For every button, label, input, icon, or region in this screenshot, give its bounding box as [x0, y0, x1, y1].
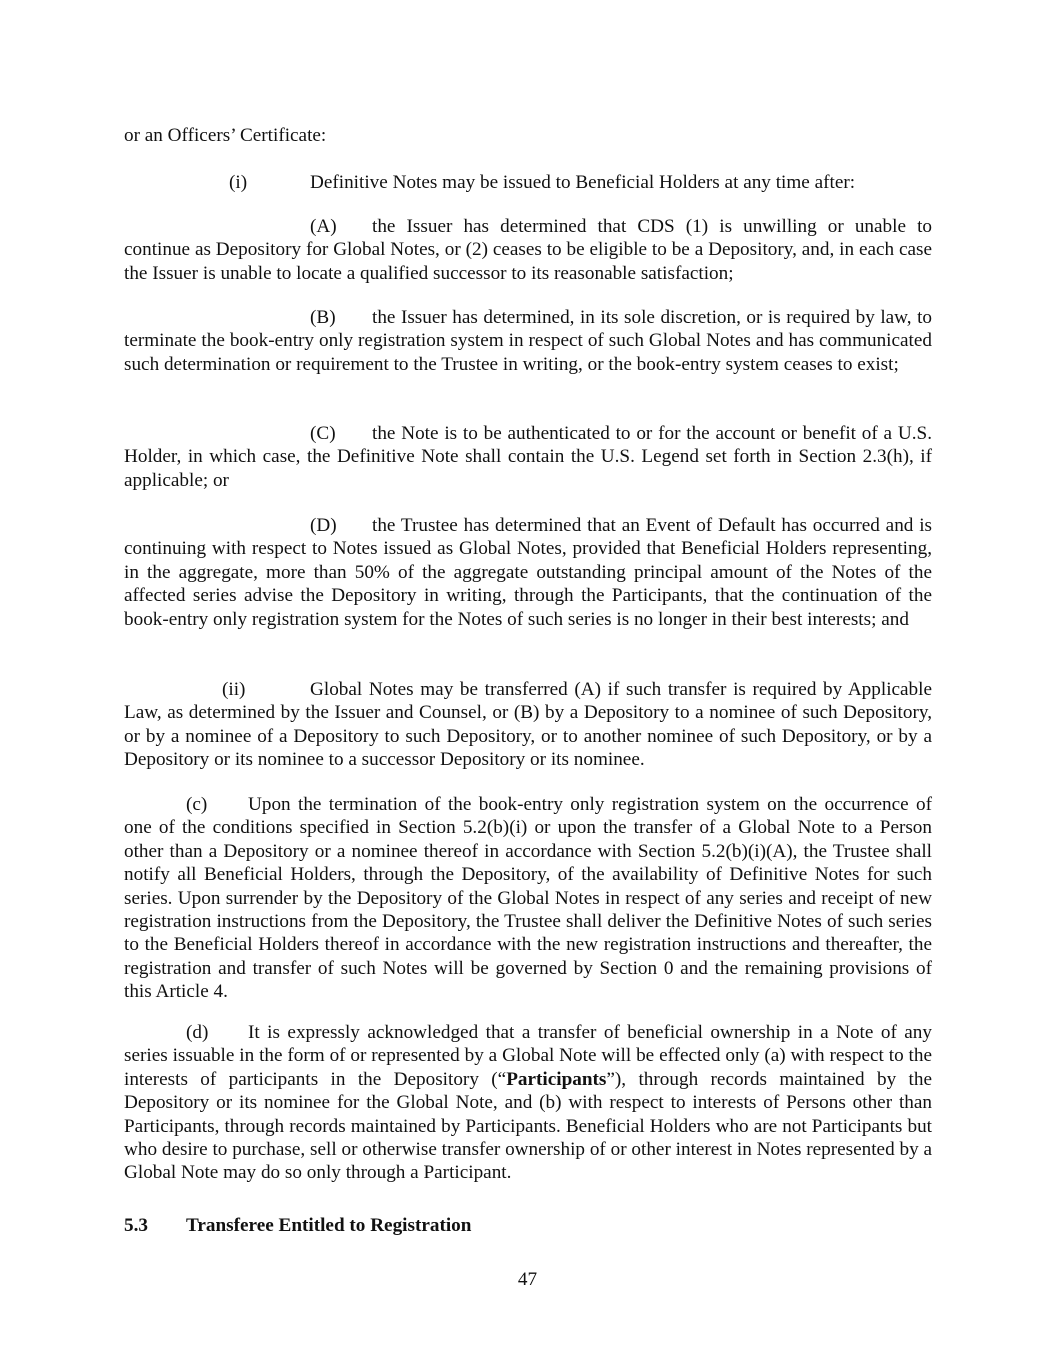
- clause-B: [124, 306, 932, 376]
- clause-text: the Issuer has determined that CDS (1) is unwilling or unable to continue as Depository for Global Notes, or (2) ceases to be eligible to be a Depository, and, in each case the Issuer is unable to locate a qualified successor to its reasonable satisfaction;: [124, 216, 932, 284]
- clause-label: (C): [310, 423, 336, 444]
- section-heading: [124, 1215, 471, 1237]
- clause-text: the Note is to be authenticated to or for the account or benefit of a U.S. Holder, in which case, the Definitive Note shall contain the U.S. Legend set forth in Section 2.3(h), if applicable; or: [124, 423, 932, 491]
- clause-label: (ii): [222, 679, 246, 700]
- clause-label: (i): [229, 172, 248, 193]
- clause-d: [124, 1021, 932, 1185]
- section-number: 5.3: [124, 1215, 148, 1236]
- intro-line: or an Officers’ Certificate:: [124, 125, 327, 146]
- section-title: Transferee Entitled to Registration: [186, 1215, 472, 1236]
- clause-ii: [124, 678, 932, 772]
- clause-label: (c): [186, 794, 208, 815]
- page-number: 47: [517, 1269, 538, 1290]
- clause-label: (d): [186, 1022, 209, 1043]
- clause-label: (B): [310, 307, 336, 328]
- clause-A: [124, 215, 932, 285]
- clause-D: [124, 514, 932, 631]
- clause-text: Definitive Notes may be issued to Beneficial Holders at any time after:: [310, 172, 856, 193]
- clause-i: [124, 171, 932, 194]
- clause-c: [124, 793, 932, 1004]
- clause-text: Global Notes may be transferred (A) if such transfer is required by Applicable Law, as determined by the Issuer and Counsel, or (B) by a Depository to a nominee of such Depository, or by a nominee of a Depository to such Depository, or to another nominee of such Depository, or by a Depository or its nominee to a successor Depository or its nominee.: [124, 679, 932, 771]
- clause-text: the Trustee has determined that an Event of Default has occurred and is continuing with respect to Notes issued as Global Notes, provided that Beneficial Holders representing, in the aggregate, more than 50% of the aggregate outstanding principal amount of the Notes of the affected series advise the Depository in writing, through the Participants, that the continuation of the book-entry only registration system for the Notes of such series is no longer in their best interests; and: [124, 515, 932, 630]
- clause-text-before: It is expressly acknowledged that a transfer of beneficial ownership in a Note of any series issuable in the form of or represented by a Global Note will be effected only (a) with respect to the interests of participants in the Depository (“: [124, 1022, 932, 1090]
- defined-term: Participants: [506, 1068, 607, 1090]
- clause-text-after: ”), through records maintained by the Depository or its nominee for the Global Note, and (b) with respect to interests of Persons other than Participants, through records maintained by Participants. Beneficial Holders who are not Participants but who desire to purchase, sell or otherwise transfer ownership of or other interest in Notes represented by a Global Note may do so only through a Participant.: [124, 1068, 932, 1184]
- clause-text: Upon the termination of the book-entry only registration system on the occurrence of one of the conditions specified in Section 5.2(b)(i) or upon the transfer of a Global Note to a Person other than a Depository or a nominee thereof in accordance with Section 5.2(b)(i)(A), the Trustee shall notify all Beneficial Holders, through the Depository, of the availability of Definitive Notes for such series. Upon surrender by the Depository of the Global Notes in respect of any series and receipt of new registration instructions from the Depository, the Trustee shall deliver the Definitive Notes of such series to the Beneficial Holders thereof in accordance with the new registration instructions and thereafter, the registration and transfer of such Notes will be governed by Section 0 and the remaining provisions of this Article 4.: [124, 794, 932, 1003]
- clause-label: (D): [310, 515, 337, 536]
- clause-C: [124, 422, 932, 492]
- clause-text: the Issuer has determined, in its sole discretion, or is required by law, to terminate the book-entry only registration system in respect of such Global Notes and has communicated such determination or requirement to the Trustee in writing, or the book-entry system ceases to exist;: [124, 307, 932, 375]
- clause-label: (A): [310, 216, 337, 237]
